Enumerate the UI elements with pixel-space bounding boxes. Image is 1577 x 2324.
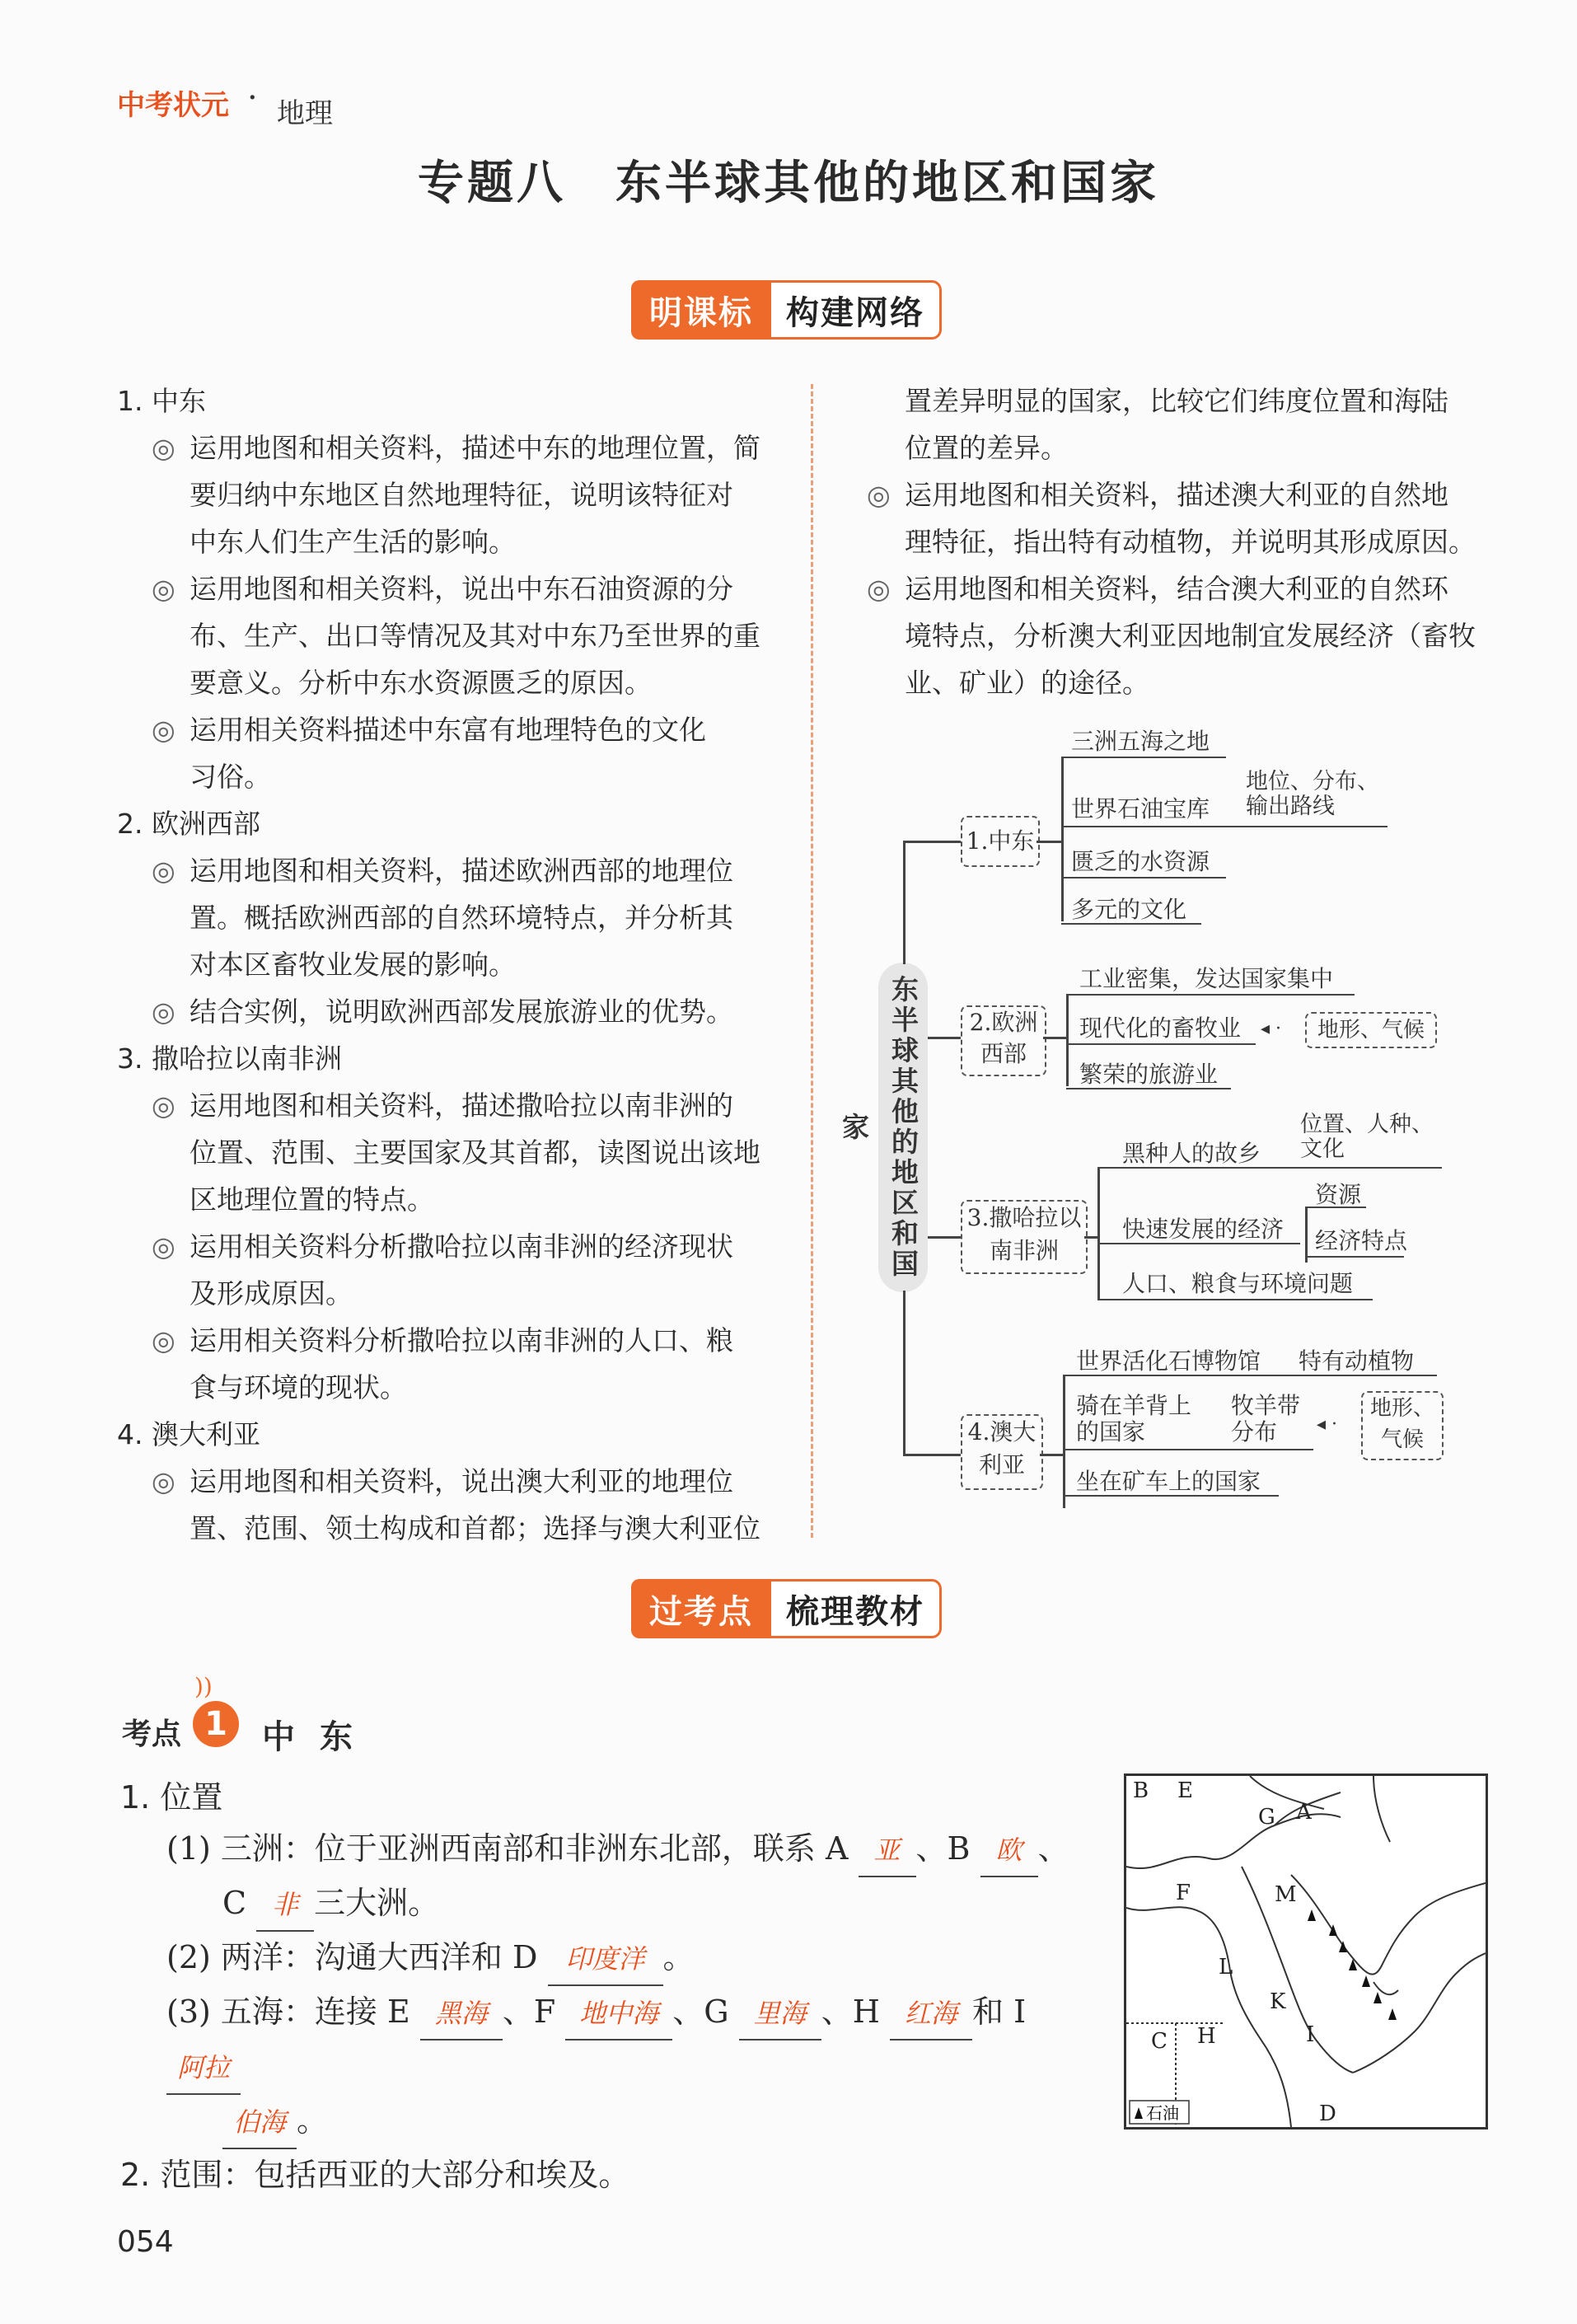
connector xyxy=(1097,1299,1373,1300)
section-banner-curriculum xyxy=(631,280,942,340)
mindmap-note-dashed: 地形、气候 xyxy=(1305,1012,1437,1048)
coastline xyxy=(1126,1907,1291,2127)
exam-line: (1) 三洲：位于亚洲西南部和非洲东北部，联系 A 亚 、B 欧 、 xyxy=(120,1823,1109,1877)
exam-point-title: 中东 xyxy=(262,1718,377,1756)
mindmap-trunk-top xyxy=(903,841,905,964)
mindmap-leaf: 世界活化石博物馆 xyxy=(1076,1347,1261,1375)
connector xyxy=(1037,841,1061,843)
map-label-k: K xyxy=(1270,1989,1286,2014)
exam-content xyxy=(120,1772,1109,2200)
exam-line: (3) 五海：连接 E 黑海 、F 地中海 、G 里海 、H 红海 和 I 阿拉 xyxy=(120,1986,1109,2095)
standard-item: ◎ 运用地图和相关资料，描述中东的地理位置，简 要归纳中东地区自然地理特征，说明该特征对 中东人们生产生活的影响。 xyxy=(152,432,760,558)
title-part2: 东半球其他的地区和国家 xyxy=(615,157,1159,210)
connector xyxy=(1063,1375,1437,1376)
mindmap-leaf: 黑种人的故乡 xyxy=(1122,1140,1261,1167)
map-label-d: D xyxy=(1319,2101,1336,2126)
standard-item: ◎ 运用地图和相关资料，描述欧洲西部的地理位 置。概括欧洲西部的自然环境特点，并分析其 对本区畜牧业发展的影响。 xyxy=(152,855,733,981)
connector xyxy=(1097,1169,1100,1300)
map-label-m: M xyxy=(1275,1882,1297,1907)
coastline xyxy=(1373,1982,1398,1994)
connector xyxy=(1305,1208,1308,1263)
map-label-a: A xyxy=(1296,1800,1312,1825)
map-label-h: H xyxy=(1197,2024,1216,2049)
mindmap-leaf: 三洲五海之地 xyxy=(1071,728,1210,755)
standard-item: ◎ 结合实例，说明欧洲西部发展旅游业的优势。 xyxy=(152,996,733,1028)
standard-heading-1: 1. 中东 xyxy=(117,385,206,417)
mindmap-node-western-europe: 2.欧洲 西部 xyxy=(961,1005,1046,1076)
mindmap-note: 经济特点 xyxy=(1315,1227,1408,1254)
exam-line: (2) 两洋：沟通大西洋和 D 印度洋 。 xyxy=(120,1932,1109,1986)
connector xyxy=(1305,1207,1366,1208)
standard-heading-3: 3. 撒哈拉以南非洲 xyxy=(117,1043,342,1075)
mindmap-note: 牧羊带 分布 xyxy=(1231,1392,1301,1445)
arrow-icon: ◂ · xyxy=(1261,1019,1282,1039)
connector xyxy=(1066,1043,1256,1045)
coastline xyxy=(1242,1867,1353,2073)
map-label-l: L xyxy=(1219,1955,1233,1980)
connector xyxy=(1066,1088,1231,1089)
title-part1: 专题八 xyxy=(418,157,566,210)
mindmap-leaf: 繁荣的旅游业 xyxy=(1079,1061,1219,1088)
connector xyxy=(1061,757,1226,758)
answer-blank: 红海 xyxy=(890,1988,972,2041)
connector xyxy=(1097,1167,1442,1169)
section-banner-exam xyxy=(631,1579,942,1638)
mindmap-node-middle-east: 1.中东 xyxy=(961,816,1040,867)
mindmap-root: 东半球其他的地区和国家 xyxy=(878,963,928,1292)
standards-right-column xyxy=(832,377,1508,706)
mindmap-note-dashed: 地形、 气候 xyxy=(1361,1391,1444,1460)
brand-separator: · xyxy=(247,79,258,117)
oil-markers xyxy=(1308,1909,1397,2020)
map-label-f: F xyxy=(1176,1881,1191,1905)
connector xyxy=(928,1037,961,1039)
answer-blank: 阿拉 xyxy=(166,2042,241,2095)
standard-item: ◎ 运用地图和相关资料，说出中东石油资源的分 布、生产、出口等情况及其对中东乃至世界的重 要意义。分析中东水资源匮乏的原因。 xyxy=(152,573,760,699)
mindmap-leaf: 多元的文化 xyxy=(1071,896,1187,923)
connector xyxy=(1061,826,1387,827)
answer-blank: 欧 xyxy=(980,1825,1038,1877)
mindmap-trunk-bottom xyxy=(903,1291,905,1455)
exam-heading-location: 1. 位置 xyxy=(120,1779,223,1816)
map-legend-label: 石油 xyxy=(1146,2103,1179,2123)
mindmap-note: 资源 xyxy=(1315,1181,1362,1208)
connector xyxy=(1066,994,1355,996)
subject-label: 地理 xyxy=(277,97,333,130)
answer-blank: 亚 xyxy=(859,1825,916,1877)
map-label-e: E xyxy=(1177,1778,1193,1803)
map-label-c: C xyxy=(1151,2029,1168,2054)
answer-blank: 非 xyxy=(256,1879,314,1932)
connector xyxy=(1084,1236,1097,1239)
exam-line: C 非 三大洲。 xyxy=(120,1877,1109,1932)
answer-blank: 里海 xyxy=(739,1988,821,2041)
mindmap-leaf: 世界石油宝库 xyxy=(1071,795,1210,822)
mindmap-leaf: 快速发展的经济 xyxy=(1122,1216,1285,1243)
connector xyxy=(928,1236,961,1239)
connector xyxy=(1063,1495,1279,1497)
banner-right-label: 梳理教材 xyxy=(771,1579,942,1638)
standard-item: ◎ 运用相关资料分析撒哈拉以南非洲的经济现状 及形成原因。 xyxy=(152,1230,733,1310)
page-title xyxy=(0,147,1577,213)
exam-point-label: 考点 xyxy=(122,1717,182,1751)
connector xyxy=(1097,1243,1300,1244)
coastline xyxy=(1291,1875,1486,1975)
coastline xyxy=(1275,1776,1390,1842)
exam-line: 伯海 。 xyxy=(120,2095,1109,2149)
map-label-g: G xyxy=(1258,1805,1275,1830)
connector xyxy=(903,841,961,843)
brand-logo: 中考状元 xyxy=(117,89,229,122)
connector xyxy=(1061,877,1226,879)
mindmap-leaf: 骑在羊背上 的国家 xyxy=(1076,1392,1192,1445)
exam-point-number: 1 xyxy=(193,1701,239,1747)
mindmap-leaf: 匮乏的水资源 xyxy=(1071,848,1210,875)
map-label-b: B xyxy=(1133,1778,1149,1803)
standard-continuation: 置差异明显的国家，比较它们纬度位置和海陆 位置的差异。 xyxy=(905,385,1448,464)
mindmap-leaf: 坐在矿车上的国家 xyxy=(1076,1468,1261,1495)
standard-item: ◎ 运用地图和相关资料，描述撒哈拉以南非洲的 位置、范围、主要国家及其首都，读图说出该地 区地理位置的特点。 xyxy=(152,1089,760,1216)
mindmap-leaf: 工业密集，发达国家集中 xyxy=(1079,965,1334,992)
standards-left-column xyxy=(117,377,793,1552)
signal-icon: )) xyxy=(194,1673,213,1700)
middle-east-map xyxy=(1124,1773,1488,2130)
banner-left-label: 过考点 xyxy=(631,1579,771,1638)
answer-blank: 地中海 xyxy=(565,1988,672,2041)
banner-right-label: 构建网络 xyxy=(771,280,942,340)
map-label-i: I xyxy=(1306,2022,1315,2047)
connector xyxy=(903,1454,961,1456)
answer-blank: 伯海 xyxy=(222,2097,297,2149)
standard-item: ◎ 运用相关资料描述中东富有地理特色的文化 习俗。 xyxy=(152,714,706,793)
exam-heading-range: 2. 范围：包括西亚的大部分和埃及。 xyxy=(120,2157,630,2193)
column-divider xyxy=(811,384,813,1538)
connector xyxy=(1066,996,1069,1086)
mindmap-note: 位置、人种、 文化 xyxy=(1300,1112,1434,1162)
mindmap-leaf: 现代化的畜牧业 xyxy=(1079,1014,1242,1042)
connector xyxy=(1061,757,1064,921)
coastline xyxy=(1353,1953,1486,2073)
standard-heading-4: 4. 澳大利亚 xyxy=(117,1418,260,1450)
connector xyxy=(1043,1037,1066,1039)
map-labels xyxy=(1133,1778,1336,2126)
mindmap-node-sub-saharan-africa: 3.撒哈拉以 南非洲 xyxy=(961,1200,1088,1274)
answer-blank: 黑海 xyxy=(420,1988,503,2041)
connector xyxy=(1305,1256,1404,1258)
standard-item: ◎ 运用地图和相关资料，结合澳大利亚的自然环 境特点，分析澳大利亚因地制宜发展经济（畜牧 业、矿业）的途径。 xyxy=(867,573,1476,699)
connector xyxy=(1040,1454,1063,1456)
connector xyxy=(1063,1449,1313,1450)
mindmap-node-australia: 4.澳大 利亚 xyxy=(961,1414,1043,1490)
answer-blank: 印度洋 xyxy=(548,1933,663,1986)
mindmap-note: 特有动植物 xyxy=(1299,1347,1415,1375)
connector xyxy=(1061,923,1201,925)
arrow-icon: ◂ · xyxy=(1317,1414,1338,1435)
standard-item: ◎ 运用地图和相关资料，说出澳大利亚的地理位 置、范围、领土构成和首都；选择与澳大利亚位 xyxy=(152,1465,760,1544)
standard-item: ◎ 运用地图和相关资料，描述澳大利亚的自然地 理特征，指出特有动植物，并说明其形成原因。 xyxy=(867,479,1476,558)
connector xyxy=(1063,1376,1065,1508)
mindmap-leaf: 人口、粮食与环境问题 xyxy=(1122,1270,1354,1297)
mindmap-note: 地位、分布、 输出路线 xyxy=(1246,769,1379,819)
banner-left-label: 明课标 xyxy=(631,280,771,340)
map-svg xyxy=(1126,1776,1486,2127)
page-number: 054 xyxy=(117,2225,174,2259)
standard-heading-2: 2. 欧洲西部 xyxy=(117,808,260,840)
standard-item: ◎ 运用相关资料分析撒哈拉以南非洲的人口、粮 食与环境的现状。 xyxy=(152,1324,733,1403)
coastline xyxy=(1250,1776,1324,1809)
